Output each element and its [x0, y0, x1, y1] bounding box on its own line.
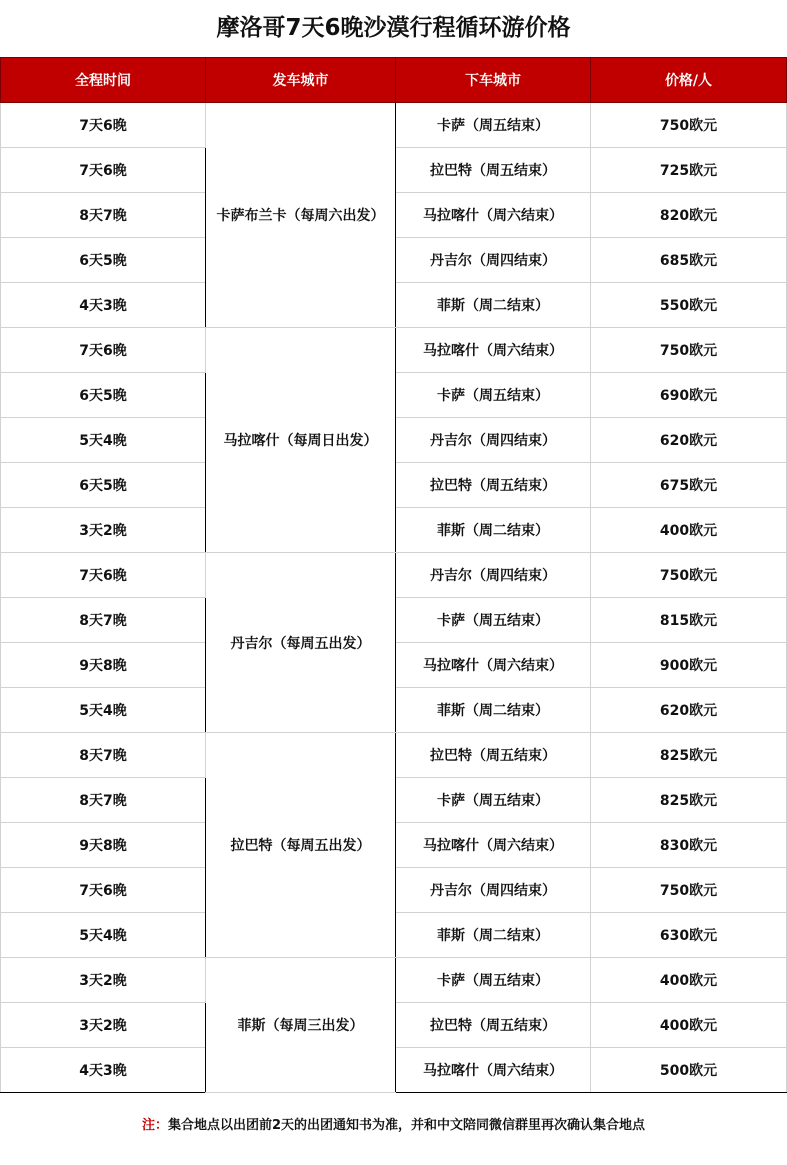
arrival-city-cell: 丹吉尔（周四结束） [396, 238, 591, 283]
duration-cell: 5天4晚 [1, 913, 206, 958]
departure-city-cell: 丹吉尔（每周五出发） [206, 553, 396, 733]
arrival-city-cell: 马拉喀什（周六结束） [396, 1048, 591, 1093]
price-cell: 620欧元 [591, 688, 787, 733]
duration-cell: 6天5晚 [1, 238, 206, 283]
price-cell: 815欧元 [591, 598, 787, 643]
price-cell: 725欧元 [591, 148, 787, 193]
duration-cell: 9天8晚 [1, 643, 206, 688]
arrival-city-cell: 丹吉尔（周四结束） [396, 868, 591, 913]
arrival-city-cell: 马拉喀什（周六结束） [396, 643, 591, 688]
arrival-city-cell: 拉巴特（周五结束） [396, 148, 591, 193]
page-title: 摩洛哥7天6晚沙漠行程循环游价格 [216, 15, 571, 41]
table-row [1, 553, 787, 598]
departure-city-cell: 菲斯（每周三出发） [206, 958, 396, 1093]
duration-cell: 6天5晚 [1, 463, 206, 508]
header-duration: 全程时间 [1, 58, 206, 103]
arrival-city-cell: 拉巴特（周五结束） [396, 1003, 591, 1048]
duration-cell: 3天2晚 [1, 1003, 206, 1048]
arrival-city-cell: 丹吉尔（周四结束） [396, 418, 591, 463]
duration-cell: 9天8晚 [1, 823, 206, 868]
table-row [1, 328, 787, 373]
price-cell: 550欧元 [591, 283, 787, 328]
price-cell: 690欧元 [591, 373, 787, 418]
arrival-city-cell: 菲斯（周二结束） [396, 913, 591, 958]
duration-cell: 7天6晚 [1, 553, 206, 598]
duration-cell: 8天7晚 [1, 778, 206, 823]
price-table-body [1, 103, 787, 1093]
price-cell: 900欧元 [591, 643, 787, 688]
duration-cell: 8天7晚 [1, 733, 206, 778]
header-row [1, 58, 787, 103]
duration-cell: 5天4晚 [1, 688, 206, 733]
departure-city-cell: 拉巴特（每周五出发） [206, 733, 396, 958]
price-cell: 830欧元 [591, 823, 787, 868]
arrival-city-cell: 拉巴特（周五结束） [396, 733, 591, 778]
duration-cell: 8天7晚 [1, 193, 206, 238]
table-row [1, 958, 787, 1003]
header-departure: 发车城市 [206, 58, 396, 103]
price-cell: 675欧元 [591, 463, 787, 508]
arrival-city-cell: 菲斯（周二结束） [396, 508, 591, 553]
price-cell: 400欧元 [591, 958, 787, 1003]
arrival-city-cell: 卡萨（周五结束） [396, 373, 591, 418]
price-cell: 750欧元 [591, 553, 787, 598]
price-cell: 620欧元 [591, 418, 787, 463]
duration-cell: 7天6晚 [1, 868, 206, 913]
duration-cell: 8天7晚 [1, 598, 206, 643]
arrival-city-cell: 卡萨（周五结束） [396, 598, 591, 643]
price-cell: 820欧元 [591, 193, 787, 238]
duration-cell: 3天2晚 [1, 958, 206, 1003]
price-cell: 750欧元 [591, 328, 787, 373]
arrival-city-cell: 马拉喀什（周六结束） [396, 193, 591, 238]
header-price: 价格/人 [591, 58, 787, 103]
duration-cell: 7天6晚 [1, 148, 206, 193]
footnote [0, 1114, 787, 1133]
duration-cell: 7天6晚 [1, 103, 206, 148]
arrival-city-cell: 卡萨（周五结束） [396, 958, 591, 1003]
footnote-text: 集合地点以出团前2天的出团通知书为准，并和中文陪同微信群里再次确认集合地点 [167, 1118, 646, 1133]
departure-city-cell: 马拉喀什（每周日出发） [206, 328, 396, 553]
arrival-city-cell: 马拉喀什（周六结束） [396, 823, 591, 868]
price-cell: 750欧元 [591, 103, 787, 148]
price-cell: 825欧元 [591, 778, 787, 823]
arrival-city-cell: 卡萨（周五结束） [396, 103, 591, 148]
arrival-city-cell: 马拉喀什（周六结束） [396, 328, 591, 373]
price-cell: 630欧元 [591, 913, 787, 958]
table-row [1, 103, 787, 148]
arrival-city-cell: 拉巴特（周五结束） [396, 463, 591, 508]
price-cell: 750欧元 [591, 868, 787, 913]
price-cell: 400欧元 [591, 508, 787, 553]
price-cell: 825欧元 [591, 733, 787, 778]
price-cell: 685欧元 [591, 238, 787, 283]
arrival-city-cell: 丹吉尔（周四结束） [396, 553, 591, 598]
duration-cell: 4天3晚 [1, 1048, 206, 1093]
duration-cell: 6天5晚 [1, 373, 206, 418]
duration-cell: 4天3晚 [1, 283, 206, 328]
arrival-city-cell: 菲斯（周二结束） [396, 283, 591, 328]
header-arrival: 下车城市 [396, 58, 591, 103]
price-cell: 400欧元 [591, 1003, 787, 1048]
duration-cell: 5天4晚 [1, 418, 206, 463]
arrival-city-cell: 菲斯（周二结束） [396, 688, 591, 733]
table-row [1, 733, 787, 778]
footnote-lead: 注： [141, 1118, 168, 1133]
departure-city-cell: 卡萨布兰卡（每周六出发） [206, 103, 396, 328]
price-table [0, 57, 787, 1093]
arrival-city-cell: 卡萨（周五结束） [396, 778, 591, 823]
duration-cell: 3天2晚 [1, 508, 206, 553]
price-cell: 500欧元 [591, 1048, 787, 1093]
duration-cell: 7天6晚 [1, 328, 206, 373]
